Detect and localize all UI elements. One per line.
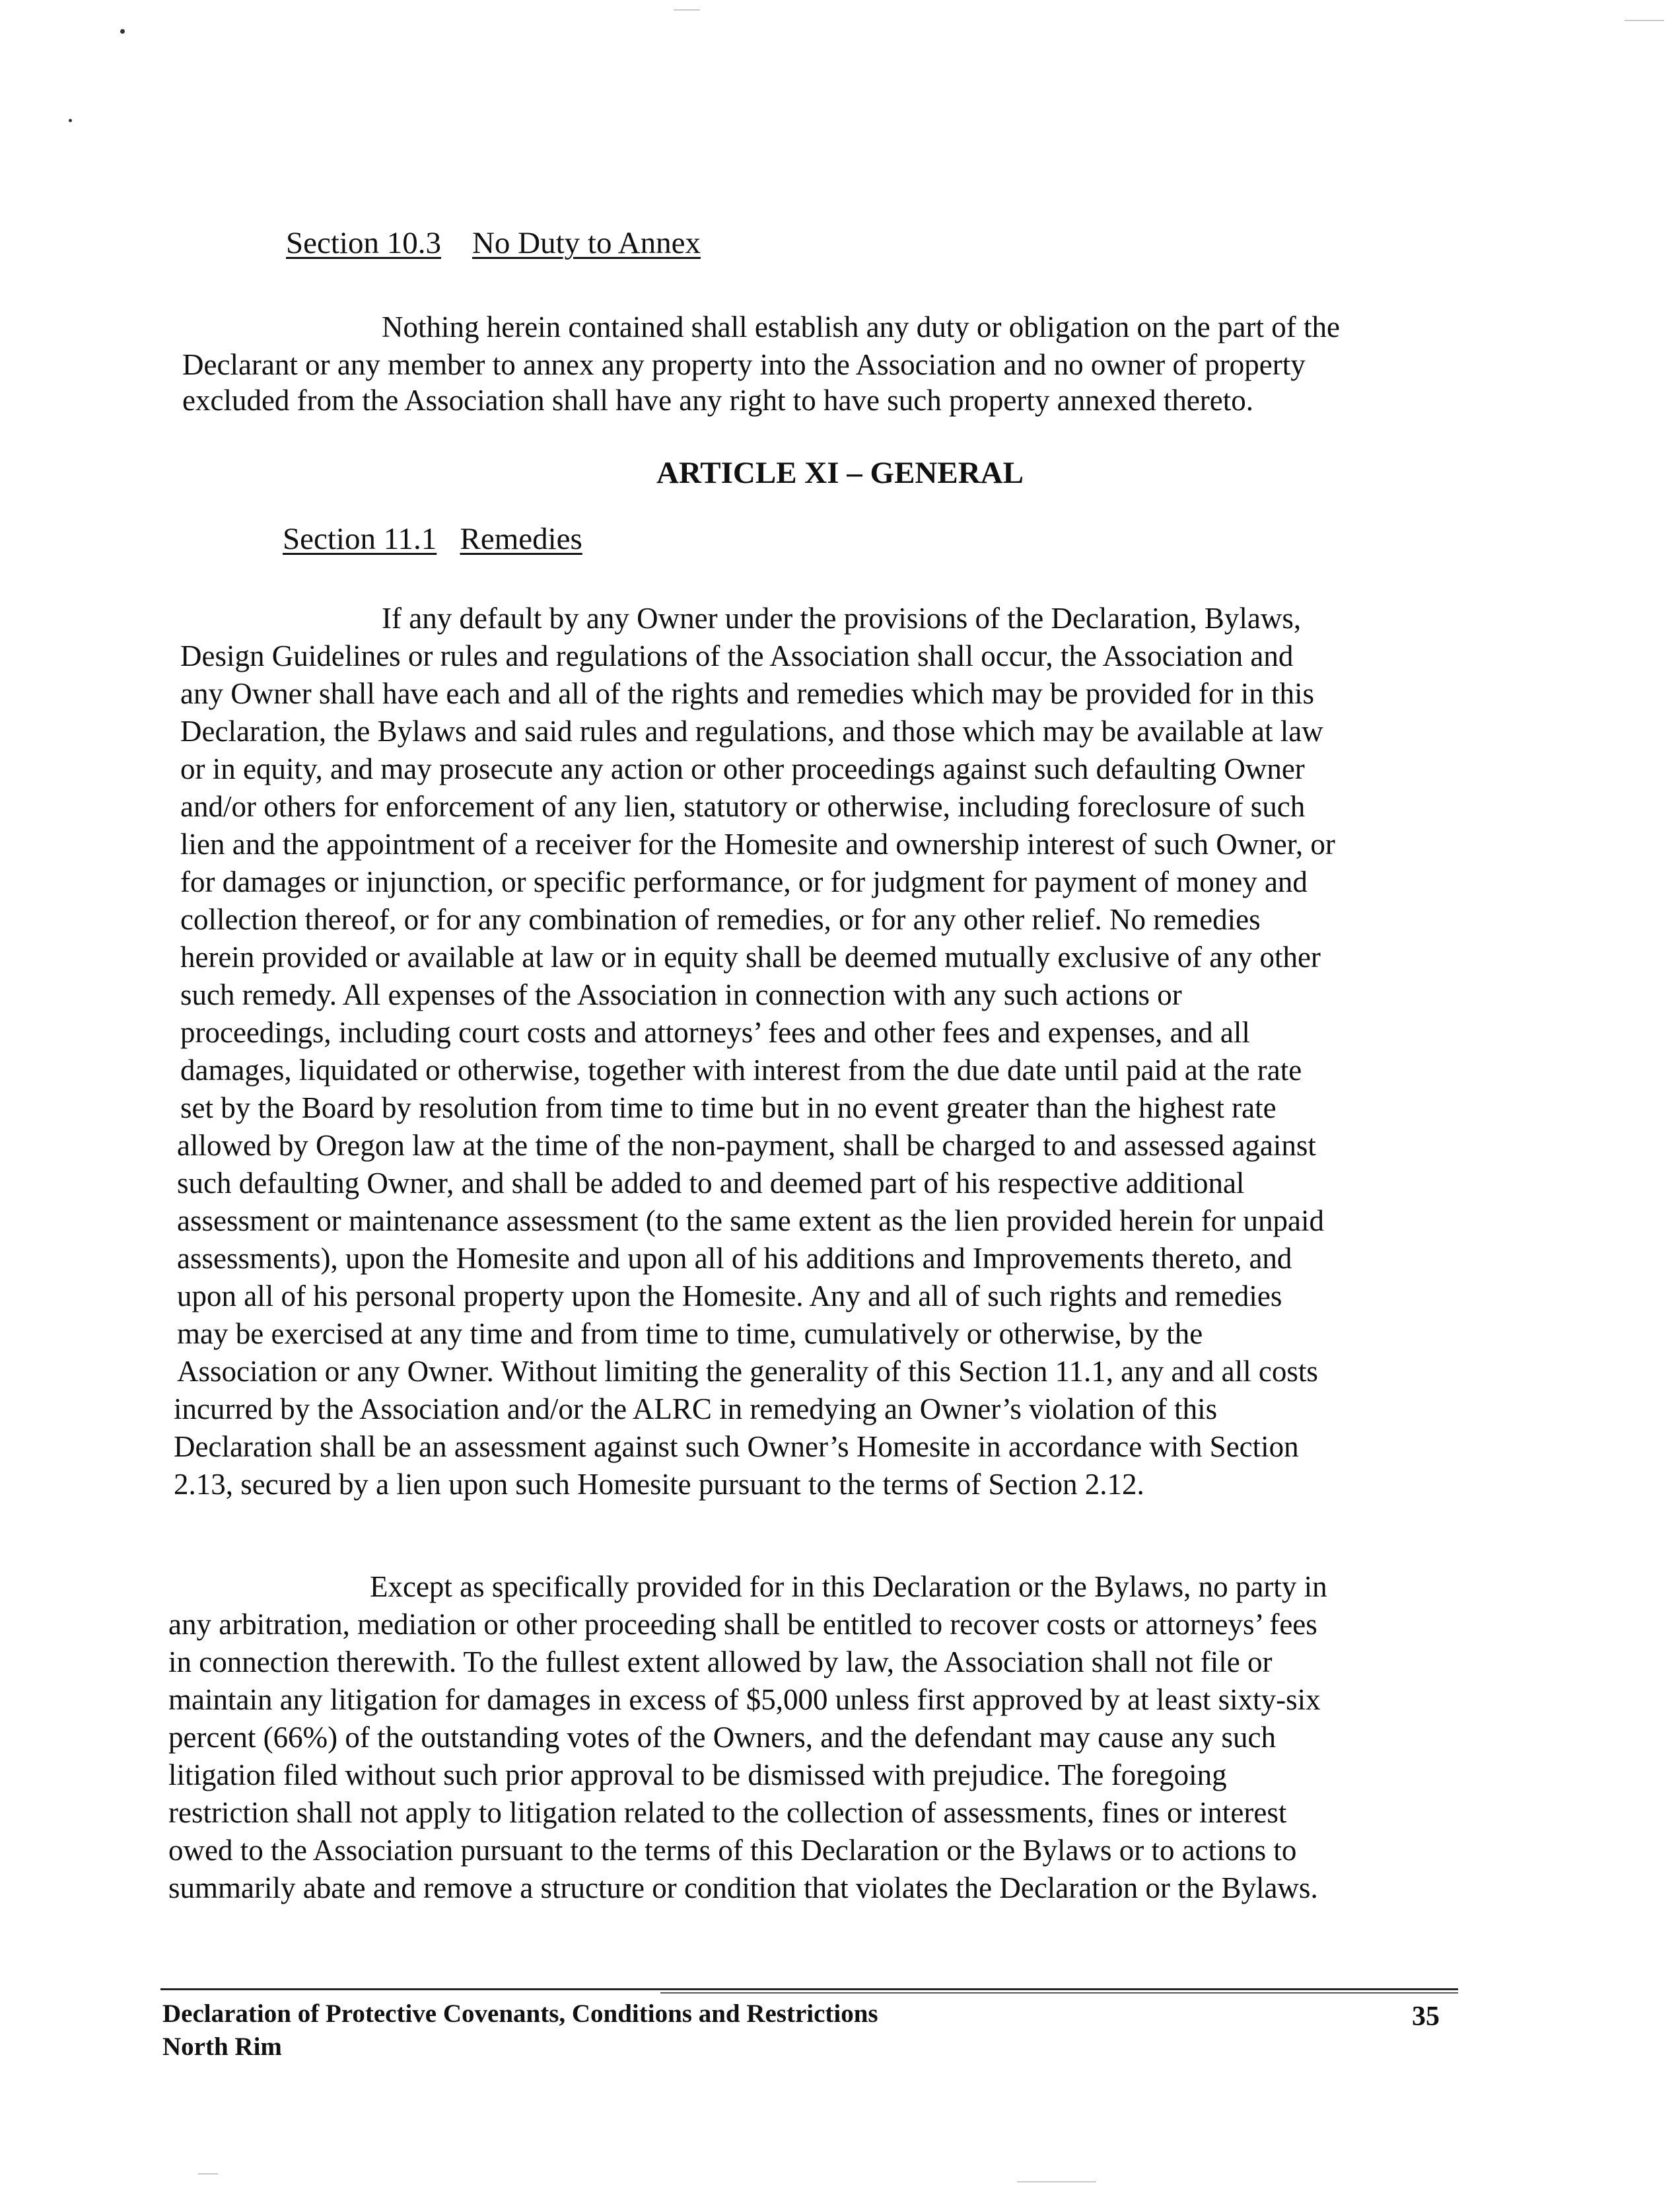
paragraph-2-line: owed to the Association pursuant to the terms of this Declaration or the Bylaws or to actions to <box>168 1834 1297 1867</box>
paragraph-1-line: incurred by the Association and/or the ALRC in remedying an Owner’s violation of this <box>174 1392 1218 1425</box>
paragraph-2-line: in connection therewith. To the fullest extent allowed by law, the Association shall not file or <box>168 1645 1273 1678</box>
paragraph-1-line: any Owner shall have each and all of the rights and remedies which may be provided for in this <box>180 677 1314 710</box>
paragraph-1-line: herein provided or available at law or in equity shall be deemed mutually exclusive of any other <box>180 941 1321 974</box>
paragraph-1-line: such remedy. All expenses of the Association in connection with any such actions or <box>180 978 1182 1011</box>
footer-document-title: Declaration of Protective Covenants, Conditions and Restrictions <box>162 1999 878 2028</box>
article-heading: ARTICLE XI – GENERAL <box>656 456 1024 490</box>
paragraph-1-line: Association or any Owner. Without limiting the generality of this Section 11.1, any and all costs <box>177 1355 1318 1388</box>
scan-artifact <box>1017 2181 1096 2182</box>
footer-rule-secondary <box>660 1992 1458 1994</box>
paragraph-2-line: litigation filed without such prior approval to be dismissed with prejudice. The foregoing <box>168 1758 1227 1791</box>
paragraph-2-line: any arbitration, mediation or other proceeding shall be entitled to recover costs or attorneys’ fees <box>168 1608 1317 1641</box>
scan-speck <box>120 29 125 34</box>
section-10-3-line: excluded from the Association shall have any right to have such property annexed thereto. <box>182 384 1253 417</box>
scan-artifact <box>674 9 700 11</box>
paragraph-1-line: collection thereof, or for any combination of remedies, or for any other relief. No remedies <box>180 903 1261 936</box>
scan-artifact <box>1625 20 1664 21</box>
paragraph-2-line: percent (66%) of the outstanding votes of the Owners, and the defendant may cause any such <box>168 1721 1276 1754</box>
paragraph-1-line: allowed by Oregon law at the time of the non-payment, shall be charged to and assessed against <box>177 1129 1316 1162</box>
section-11-1-heading <box>283 519 582 559</box>
paragraph-1-line: or in equity, and may prosecute any action or other proceedings against such defaulting Owner <box>180 752 1305 785</box>
paragraph-1-line: proceedings, including court costs and attorneys’ fees and other fees and expenses, and all <box>180 1016 1250 1049</box>
paragraph-1-line: for damages or injunction, or specific performance, or for judgment for payment of money and <box>180 865 1308 898</box>
paragraph-1-line: 2.13, secured by a lien upon such Homesite pursuant to the terms of Section 2.12. <box>174 1468 1144 1501</box>
paragraph-1-line: set by the Board by resolution from time to time but in no event greater than the highest rate <box>180 1091 1277 1124</box>
paragraph-1-line: assessment or maintenance assessment (to the same extent as the lien provided herein for unpaid <box>177 1204 1324 1237</box>
footer-rule <box>160 1988 1458 1990</box>
paragraph-1-line: may be exercised at any time and from time to time, cumulatively or otherwise, by the <box>177 1317 1203 1350</box>
section-10-3-number: Section 10.3 <box>286 226 441 260</box>
scan-artifact <box>198 2173 218 2175</box>
paragraph-2-line: maintain any litigation for damages in excess of $5,000 unless first approved by at least sixty-six <box>168 1683 1321 1716</box>
section-10-3-title: No Duty to Annex <box>472 226 701 260</box>
paragraph-1-line: If any default by any Owner under the provisions of the Declaration, Bylaws, <box>382 602 1302 635</box>
paragraph-1-line: and/or others for enforcement of any lien, statutory or otherwise, including foreclosure of such <box>180 790 1306 823</box>
footer-subtitle: North Rim <box>162 2033 282 2061</box>
paragraph-2-line: restriction shall not apply to litigation related to the collection of assessments, fines or interest <box>168 1796 1287 1829</box>
paragraph-2-line: Except as specifically provided for in this Declaration or the Bylaws, no party in <box>370 1570 1327 1603</box>
paragraph-1-line: Design Guidelines or rules and regulations of the Association shall occur, the Association and <box>180 639 1294 672</box>
paragraph-1-line: assessments), upon the Homesite and upon all of his additions and Improvements thereto, and <box>177 1242 1292 1275</box>
section-11-1-number: Section 11.1 <box>283 522 437 556</box>
page-number: 35 <box>1412 2001 1440 2032</box>
paragraph-1-line: upon all of his personal property upon the Homesite. Any and all of such rights and remedies <box>177 1279 1282 1313</box>
paragraph-1-line: Declaration shall be an assessment against such Owner’s Homesite in accordance with Section <box>174 1430 1299 1463</box>
section-10-3-line: Nothing herein contained shall establish any duty or obligation on the part of the <box>382 310 1340 343</box>
scan-speck <box>69 119 72 122</box>
section-11-1-title: Remedies <box>460 522 582 556</box>
section-10-3-line: Declarant or any member to annex any property into the Association and no owner of property <box>182 348 1306 381</box>
paragraph-1-line: Declaration, the Bylaws and said rules and regulations, and those which may be available at law <box>180 715 1323 748</box>
paragraph-1-line: damages, liquidated or otherwise, together with interest from the due date until paid at the rate <box>180 1054 1302 1087</box>
section-10-3-heading <box>286 223 701 263</box>
paragraph-2-line: summarily abate and remove a structure or condition that violates the Declaration or the Bylaws. <box>168 1871 1318 1904</box>
paragraph-1-line: lien and the appointment of a receiver for the Homesite and ownership interest of such Owner, or <box>180 828 1335 861</box>
paragraph-1-line: such defaulting Owner, and shall be added to and deemed part of his respective additional <box>177 1167 1245 1200</box>
